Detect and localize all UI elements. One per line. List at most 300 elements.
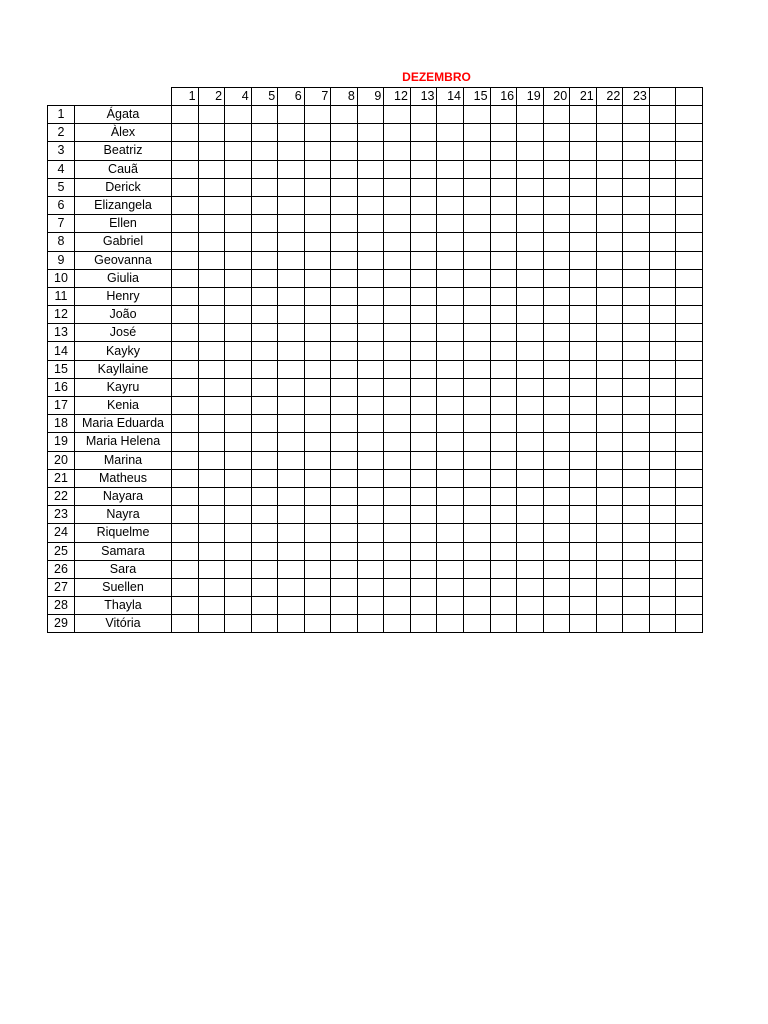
attendance-cell[interactable] bbox=[437, 124, 464, 142]
attendance-cell[interactable] bbox=[384, 342, 411, 360]
attendance-cell[interactable] bbox=[251, 142, 278, 160]
student-number-cell[interactable]: 23 bbox=[48, 506, 75, 524]
attendance-cell[interactable] bbox=[278, 506, 305, 524]
attendance-cell[interactable] bbox=[596, 415, 623, 433]
attendance-cell[interactable] bbox=[225, 560, 252, 578]
student-number-cell[interactable]: 13 bbox=[48, 324, 75, 342]
attendance-cell[interactable] bbox=[490, 578, 517, 596]
attendance-cell[interactable] bbox=[172, 597, 199, 615]
attendance-cell[interactable] bbox=[543, 251, 570, 269]
student-name-cell[interactable]: Maria Eduarda bbox=[75, 415, 172, 433]
student-name-cell[interactable]: Àlex bbox=[75, 124, 172, 142]
attendance-cell[interactable] bbox=[251, 196, 278, 214]
attendance-cell[interactable] bbox=[410, 415, 437, 433]
attendance-cell[interactable] bbox=[596, 196, 623, 214]
attendance-cell[interactable] bbox=[517, 160, 544, 178]
attendance-cell[interactable] bbox=[410, 106, 437, 124]
attendance-cell[interactable] bbox=[251, 233, 278, 251]
attendance-cell[interactable] bbox=[225, 487, 252, 505]
attendance-cell[interactable] bbox=[649, 160, 676, 178]
student-number-cell[interactable]: 7 bbox=[48, 215, 75, 233]
attendance-cell[interactable] bbox=[570, 287, 597, 305]
attendance-cell[interactable] bbox=[198, 269, 225, 287]
attendance-cell[interactable] bbox=[357, 233, 384, 251]
attendance-cell[interactable] bbox=[623, 324, 650, 342]
attendance-cell[interactable] bbox=[676, 524, 703, 542]
attendance-cell[interactable] bbox=[331, 378, 358, 396]
attendance-cell[interactable] bbox=[198, 378, 225, 396]
attendance-cell[interactable] bbox=[410, 560, 437, 578]
attendance-cell[interactable] bbox=[437, 597, 464, 615]
attendance-cell[interactable] bbox=[437, 287, 464, 305]
attendance-cell[interactable] bbox=[570, 306, 597, 324]
attendance-cell[interactable] bbox=[410, 215, 437, 233]
attendance-cell[interactable] bbox=[570, 233, 597, 251]
attendance-cell[interactable] bbox=[543, 542, 570, 560]
attendance-cell[interactable] bbox=[198, 106, 225, 124]
attendance-cell[interactable] bbox=[278, 560, 305, 578]
attendance-cell[interactable] bbox=[172, 542, 199, 560]
attendance-cell[interactable] bbox=[304, 251, 331, 269]
attendance-cell[interactable] bbox=[676, 342, 703, 360]
attendance-cell[interactable] bbox=[437, 451, 464, 469]
attendance-cell[interactable] bbox=[304, 306, 331, 324]
student-name-cell[interactable]: Samara bbox=[75, 542, 172, 560]
attendance-cell[interactable] bbox=[278, 178, 305, 196]
attendance-cell[interactable] bbox=[278, 269, 305, 287]
attendance-cell[interactable] bbox=[410, 342, 437, 360]
attendance-cell[interactable] bbox=[490, 615, 517, 633]
attendance-cell[interactable] bbox=[357, 160, 384, 178]
attendance-cell[interactable] bbox=[410, 287, 437, 305]
student-name-cell[interactable]: Vitória bbox=[75, 615, 172, 633]
attendance-cell[interactable] bbox=[225, 269, 252, 287]
attendance-cell[interactable] bbox=[490, 306, 517, 324]
attendance-cell[interactable] bbox=[410, 506, 437, 524]
attendance-cell[interactable] bbox=[464, 578, 491, 596]
student-number-cell[interactable]: 26 bbox=[48, 560, 75, 578]
attendance-cell[interactable] bbox=[225, 124, 252, 142]
attendance-cell[interactable] bbox=[570, 215, 597, 233]
attendance-cell[interactable] bbox=[437, 397, 464, 415]
student-name-cell[interactable]: Cauã bbox=[75, 160, 172, 178]
attendance-cell[interactable] bbox=[570, 506, 597, 524]
attendance-cell[interactable] bbox=[278, 415, 305, 433]
attendance-cell[interactable] bbox=[490, 342, 517, 360]
attendance-cell[interactable] bbox=[304, 324, 331, 342]
attendance-cell[interactable] bbox=[623, 433, 650, 451]
attendance-cell[interactable] bbox=[517, 378, 544, 396]
student-name-cell[interactable]: Riquelme bbox=[75, 524, 172, 542]
attendance-cell[interactable] bbox=[649, 324, 676, 342]
attendance-cell[interactable] bbox=[676, 397, 703, 415]
attendance-cell[interactable] bbox=[490, 415, 517, 433]
student-number-cell[interactable]: 1 bbox=[48, 106, 75, 124]
attendance-cell[interactable] bbox=[649, 542, 676, 560]
attendance-cell[interactable] bbox=[384, 124, 411, 142]
attendance-cell[interactable] bbox=[172, 196, 199, 214]
attendance-cell[interactable] bbox=[676, 196, 703, 214]
attendance-cell[interactable] bbox=[304, 469, 331, 487]
student-name-cell[interactable]: Kenia bbox=[75, 397, 172, 415]
attendance-cell[interactable] bbox=[543, 451, 570, 469]
attendance-cell[interactable] bbox=[410, 306, 437, 324]
attendance-cell[interactable] bbox=[172, 487, 199, 505]
attendance-cell[interactable] bbox=[225, 160, 252, 178]
attendance-cell[interactable] bbox=[596, 578, 623, 596]
attendance-cell[interactable] bbox=[278, 306, 305, 324]
attendance-cell[interactable] bbox=[649, 251, 676, 269]
attendance-cell[interactable] bbox=[357, 142, 384, 160]
attendance-cell[interactable] bbox=[357, 506, 384, 524]
attendance-cell[interactable] bbox=[172, 506, 199, 524]
attendance-cell[interactable] bbox=[384, 451, 411, 469]
attendance-cell[interactable] bbox=[676, 506, 703, 524]
attendance-cell[interactable] bbox=[384, 106, 411, 124]
attendance-cell[interactable] bbox=[384, 160, 411, 178]
attendance-cell[interactable] bbox=[357, 487, 384, 505]
attendance-cell[interactable] bbox=[490, 487, 517, 505]
attendance-cell[interactable] bbox=[278, 251, 305, 269]
student-number-cell[interactable]: 15 bbox=[48, 360, 75, 378]
attendance-cell[interactable] bbox=[437, 269, 464, 287]
attendance-cell[interactable] bbox=[676, 451, 703, 469]
attendance-cell[interactable] bbox=[384, 578, 411, 596]
attendance-cell[interactable] bbox=[464, 433, 491, 451]
attendance-cell[interactable] bbox=[676, 433, 703, 451]
attendance-cell[interactable] bbox=[251, 487, 278, 505]
attendance-cell[interactable] bbox=[649, 615, 676, 633]
attendance-cell[interactable] bbox=[225, 451, 252, 469]
attendance-cell[interactable] bbox=[278, 451, 305, 469]
attendance-cell[interactable] bbox=[543, 324, 570, 342]
attendance-cell[interactable] bbox=[490, 251, 517, 269]
attendance-cell[interactable] bbox=[543, 433, 570, 451]
attendance-cell[interactable] bbox=[543, 196, 570, 214]
attendance-cell[interactable] bbox=[357, 451, 384, 469]
attendance-cell[interactable] bbox=[304, 451, 331, 469]
day-header-cell[interactable]: 7 bbox=[304, 88, 331, 106]
attendance-cell[interactable] bbox=[490, 178, 517, 196]
attendance-cell[interactable] bbox=[410, 160, 437, 178]
attendance-cell[interactable] bbox=[172, 451, 199, 469]
attendance-cell[interactable] bbox=[649, 360, 676, 378]
attendance-cell[interactable] bbox=[198, 506, 225, 524]
attendance-cell[interactable] bbox=[623, 306, 650, 324]
attendance-cell[interactable] bbox=[517, 269, 544, 287]
attendance-cell[interactable] bbox=[331, 415, 358, 433]
attendance-cell[interactable] bbox=[570, 597, 597, 615]
attendance-cell[interactable] bbox=[623, 578, 650, 596]
attendance-cell[interactable] bbox=[676, 542, 703, 560]
attendance-cell[interactable] bbox=[251, 215, 278, 233]
attendance-cell[interactable] bbox=[198, 215, 225, 233]
day-header-cell[interactable]: 13 bbox=[410, 88, 437, 106]
attendance-cell[interactable] bbox=[198, 451, 225, 469]
attendance-cell[interactable] bbox=[331, 142, 358, 160]
attendance-cell[interactable] bbox=[198, 615, 225, 633]
attendance-cell[interactable] bbox=[596, 178, 623, 196]
student-name-cell[interactable]: Derick bbox=[75, 178, 172, 196]
attendance-cell[interactable] bbox=[225, 578, 252, 596]
attendance-cell[interactable] bbox=[517, 215, 544, 233]
student-number-cell[interactable]: 11 bbox=[48, 287, 75, 305]
attendance-cell[interactable] bbox=[649, 597, 676, 615]
attendance-cell[interactable] bbox=[410, 578, 437, 596]
attendance-cell[interactable] bbox=[437, 178, 464, 196]
attendance-cell[interactable] bbox=[304, 178, 331, 196]
attendance-cell[interactable] bbox=[251, 160, 278, 178]
attendance-cell[interactable] bbox=[251, 451, 278, 469]
attendance-cell[interactable] bbox=[464, 360, 491, 378]
attendance-cell[interactable] bbox=[331, 160, 358, 178]
attendance-cell[interactable] bbox=[570, 269, 597, 287]
attendance-cell[interactable] bbox=[649, 196, 676, 214]
day-header-cell[interactable]: 20 bbox=[543, 88, 570, 106]
attendance-cell[interactable] bbox=[543, 378, 570, 396]
attendance-cell[interactable] bbox=[331, 233, 358, 251]
day-header-cell[interactable]: 19 bbox=[517, 88, 544, 106]
attendance-cell[interactable] bbox=[570, 542, 597, 560]
attendance-cell[interactable] bbox=[517, 360, 544, 378]
attendance-cell[interactable] bbox=[596, 160, 623, 178]
attendance-cell[interactable] bbox=[278, 578, 305, 596]
student-name-cell[interactable]: Elizangela bbox=[75, 196, 172, 214]
student-number-cell[interactable]: 9 bbox=[48, 251, 75, 269]
attendance-cell[interactable] bbox=[198, 342, 225, 360]
day-header-cell[interactable]: 8 bbox=[331, 88, 358, 106]
attendance-cell[interactable] bbox=[623, 487, 650, 505]
attendance-cell[interactable] bbox=[649, 451, 676, 469]
attendance-cell[interactable] bbox=[251, 397, 278, 415]
attendance-cell[interactable] bbox=[676, 469, 703, 487]
student-name-cell[interactable]: Maria Helena bbox=[75, 433, 172, 451]
attendance-cell[interactable] bbox=[570, 324, 597, 342]
attendance-cell[interactable] bbox=[198, 251, 225, 269]
attendance-cell[interactable] bbox=[251, 524, 278, 542]
attendance-cell[interactable] bbox=[251, 324, 278, 342]
attendance-cell[interactable] bbox=[543, 469, 570, 487]
attendance-cell[interactable] bbox=[623, 106, 650, 124]
attendance-cell[interactable] bbox=[464, 269, 491, 287]
attendance-cell[interactable] bbox=[357, 378, 384, 396]
attendance-cell[interactable] bbox=[543, 397, 570, 415]
attendance-cell[interactable] bbox=[543, 597, 570, 615]
attendance-cell[interactable] bbox=[278, 597, 305, 615]
attendance-cell[interactable] bbox=[304, 106, 331, 124]
attendance-cell[interactable] bbox=[623, 215, 650, 233]
attendance-cell[interactable] bbox=[384, 560, 411, 578]
attendance-cell[interactable] bbox=[517, 196, 544, 214]
attendance-cell[interactable] bbox=[676, 360, 703, 378]
attendance-cell[interactable] bbox=[278, 433, 305, 451]
attendance-cell[interactable] bbox=[410, 378, 437, 396]
attendance-cell[interactable] bbox=[623, 560, 650, 578]
attendance-cell[interactable] bbox=[357, 397, 384, 415]
attendance-cell[interactable] bbox=[225, 597, 252, 615]
attendance-cell[interactable] bbox=[464, 160, 491, 178]
attendance-cell[interactable] bbox=[596, 487, 623, 505]
attendance-cell[interactable] bbox=[623, 287, 650, 305]
attendance-cell[interactable] bbox=[570, 251, 597, 269]
attendance-cell[interactable] bbox=[649, 306, 676, 324]
attendance-cell[interactable] bbox=[623, 451, 650, 469]
attendance-cell[interactable] bbox=[172, 178, 199, 196]
student-name-cell[interactable]: Ágata bbox=[75, 106, 172, 124]
attendance-cell[interactable] bbox=[357, 251, 384, 269]
attendance-cell[interactable] bbox=[304, 433, 331, 451]
student-number-cell[interactable]: 24 bbox=[48, 524, 75, 542]
attendance-cell[interactable] bbox=[596, 397, 623, 415]
attendance-cell[interactable] bbox=[331, 178, 358, 196]
attendance-cell[interactable] bbox=[543, 106, 570, 124]
attendance-cell[interactable] bbox=[172, 324, 199, 342]
attendance-cell[interactable] bbox=[596, 542, 623, 560]
attendance-cell[interactable] bbox=[676, 378, 703, 396]
attendance-cell[interactable] bbox=[198, 142, 225, 160]
student-name-cell[interactable]: Marina bbox=[75, 451, 172, 469]
attendance-cell[interactable] bbox=[437, 324, 464, 342]
attendance-cell[interactable] bbox=[676, 269, 703, 287]
attendance-cell[interactable] bbox=[331, 597, 358, 615]
student-number-cell[interactable]: 20 bbox=[48, 451, 75, 469]
attendance-cell[interactable] bbox=[570, 469, 597, 487]
day-header-cell[interactable] bbox=[649, 88, 676, 106]
attendance-cell[interactable] bbox=[251, 342, 278, 360]
attendance-cell[interactable] bbox=[543, 342, 570, 360]
attendance-cell[interactable] bbox=[570, 178, 597, 196]
attendance-cell[interactable] bbox=[225, 615, 252, 633]
attendance-cell[interactable] bbox=[543, 233, 570, 251]
attendance-cell[interactable] bbox=[225, 397, 252, 415]
attendance-cell[interactable] bbox=[517, 306, 544, 324]
attendance-cell[interactable] bbox=[198, 524, 225, 542]
attendance-cell[interactable] bbox=[464, 615, 491, 633]
attendance-cell[interactable] bbox=[357, 287, 384, 305]
attendance-cell[interactable] bbox=[357, 415, 384, 433]
attendance-cell[interactable] bbox=[517, 524, 544, 542]
attendance-cell[interactable] bbox=[384, 306, 411, 324]
attendance-cell[interactable] bbox=[676, 215, 703, 233]
attendance-cell[interactable] bbox=[331, 196, 358, 214]
attendance-cell[interactable] bbox=[517, 469, 544, 487]
student-name-cell[interactable]: Thayla bbox=[75, 597, 172, 615]
attendance-cell[interactable] bbox=[517, 487, 544, 505]
student-number-cell[interactable]: 8 bbox=[48, 233, 75, 251]
attendance-cell[interactable] bbox=[517, 124, 544, 142]
attendance-cell[interactable] bbox=[437, 487, 464, 505]
attendance-cell[interactable] bbox=[357, 360, 384, 378]
attendance-cell[interactable] bbox=[649, 578, 676, 596]
student-number-cell[interactable]: 25 bbox=[48, 542, 75, 560]
attendance-cell[interactable] bbox=[384, 542, 411, 560]
student-number-cell[interactable]: 16 bbox=[48, 378, 75, 396]
attendance-cell[interactable] bbox=[384, 433, 411, 451]
attendance-cell[interactable] bbox=[304, 360, 331, 378]
attendance-cell[interactable] bbox=[198, 287, 225, 305]
attendance-cell[interactable] bbox=[490, 433, 517, 451]
attendance-cell[interactable] bbox=[490, 160, 517, 178]
attendance-cell[interactable] bbox=[517, 342, 544, 360]
attendance-cell[interactable] bbox=[517, 542, 544, 560]
student-number-cell[interactable]: 10 bbox=[48, 269, 75, 287]
attendance-cell[interactable] bbox=[596, 269, 623, 287]
attendance-cell[interactable] bbox=[357, 124, 384, 142]
attendance-cell[interactable] bbox=[225, 342, 252, 360]
attendance-cell[interactable] bbox=[251, 542, 278, 560]
attendance-cell[interactable] bbox=[331, 287, 358, 305]
attendance-cell[interactable] bbox=[517, 560, 544, 578]
attendance-cell[interactable] bbox=[331, 615, 358, 633]
attendance-cell[interactable] bbox=[676, 178, 703, 196]
attendance-cell[interactable] bbox=[225, 215, 252, 233]
attendance-cell[interactable] bbox=[198, 415, 225, 433]
attendance-cell[interactable] bbox=[570, 124, 597, 142]
attendance-cell[interactable] bbox=[251, 615, 278, 633]
attendance-cell[interactable] bbox=[623, 196, 650, 214]
attendance-cell[interactable] bbox=[251, 251, 278, 269]
attendance-cell[interactable] bbox=[172, 342, 199, 360]
attendance-cell[interactable] bbox=[251, 178, 278, 196]
student-name-cell[interactable]: Matheus bbox=[75, 469, 172, 487]
student-number-cell[interactable]: 28 bbox=[48, 597, 75, 615]
attendance-cell[interactable] bbox=[676, 124, 703, 142]
student-name-cell[interactable]: Beatriz bbox=[75, 142, 172, 160]
attendance-cell[interactable] bbox=[251, 360, 278, 378]
attendance-cell[interactable] bbox=[517, 597, 544, 615]
attendance-cell[interactable] bbox=[357, 560, 384, 578]
attendance-cell[interactable] bbox=[490, 106, 517, 124]
attendance-cell[interactable] bbox=[517, 142, 544, 160]
attendance-cell[interactable] bbox=[543, 178, 570, 196]
attendance-cell[interactable] bbox=[225, 142, 252, 160]
attendance-cell[interactable] bbox=[331, 251, 358, 269]
attendance-cell[interactable] bbox=[384, 215, 411, 233]
student-name-cell[interactable]: Ellen bbox=[75, 215, 172, 233]
attendance-cell[interactable] bbox=[543, 287, 570, 305]
attendance-cell[interactable] bbox=[543, 524, 570, 542]
attendance-cell[interactable] bbox=[437, 542, 464, 560]
attendance-cell[interactable] bbox=[596, 324, 623, 342]
attendance-cell[interactable] bbox=[304, 269, 331, 287]
attendance-cell[interactable] bbox=[464, 415, 491, 433]
attendance-cell[interactable] bbox=[172, 378, 199, 396]
attendance-cell[interactable] bbox=[198, 397, 225, 415]
attendance-cell[interactable] bbox=[596, 451, 623, 469]
attendance-cell[interactable] bbox=[676, 287, 703, 305]
attendance-cell[interactable] bbox=[543, 487, 570, 505]
attendance-cell[interactable] bbox=[490, 287, 517, 305]
attendance-cell[interactable] bbox=[225, 469, 252, 487]
attendance-cell[interactable] bbox=[172, 160, 199, 178]
attendance-cell[interactable] bbox=[490, 324, 517, 342]
attendance-cell[interactable] bbox=[649, 124, 676, 142]
attendance-cell[interactable] bbox=[676, 142, 703, 160]
attendance-cell[interactable] bbox=[490, 360, 517, 378]
attendance-cell[interactable] bbox=[172, 397, 199, 415]
attendance-cell[interactable] bbox=[357, 324, 384, 342]
attendance-cell[interactable] bbox=[517, 178, 544, 196]
attendance-cell[interactable] bbox=[490, 469, 517, 487]
attendance-cell[interactable] bbox=[410, 433, 437, 451]
attendance-cell[interactable] bbox=[676, 415, 703, 433]
attendance-cell[interactable] bbox=[331, 560, 358, 578]
attendance-cell[interactable] bbox=[517, 615, 544, 633]
attendance-cell[interactable] bbox=[384, 415, 411, 433]
student-number-cell[interactable]: 21 bbox=[48, 469, 75, 487]
attendance-cell[interactable] bbox=[543, 506, 570, 524]
attendance-cell[interactable] bbox=[410, 542, 437, 560]
